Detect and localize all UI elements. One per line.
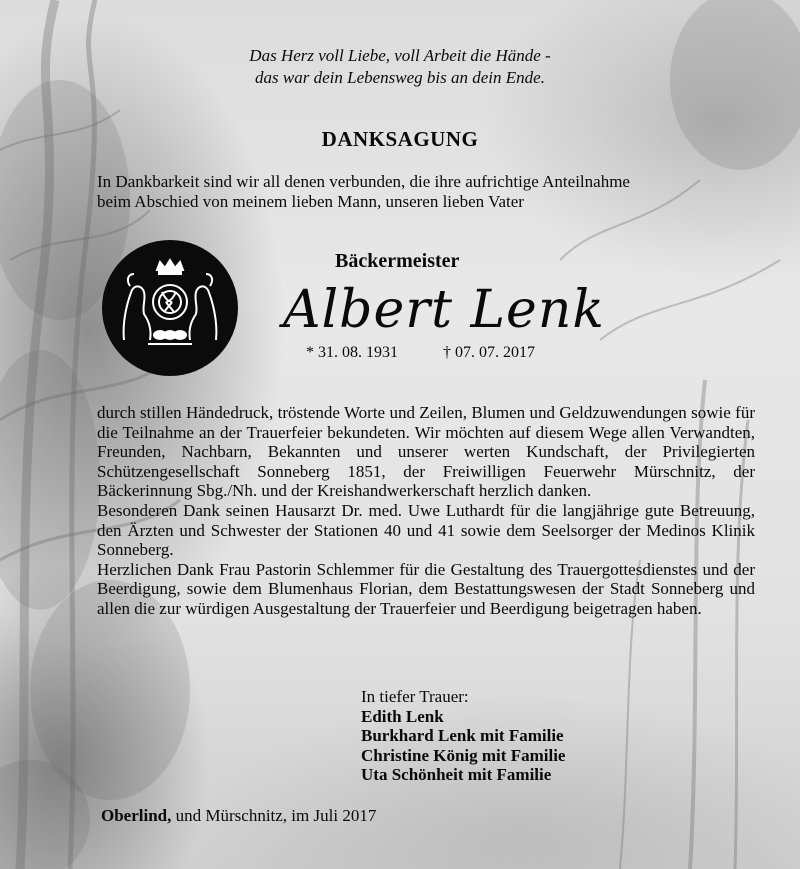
birth-date: * 31. 08. 1931 — [306, 344, 398, 361]
mourner-name: Edith Lenk — [361, 706, 444, 726]
thanks-paragraph-1: durch stillen Händedruck, tröstende Worte und Zeilen, Blumen und Geldzuwendungen sowie für die Teilnahme an der Trauerfeier bekundeten. Wir möchten auf diesem Wege allen Verwandten, Freunden, Nachbarn, Bekannten und unserer werten Kundschaft, der Privilegierten Schützengesellschaft Sonneberg 1851, der Freiwilligen Feuerwehr Mürschnitz, der Bäckerinnung Sbg./Nh. und der Kreishandwerkerschaft herzlich danken. — [97, 403, 755, 501]
deceased-profession: Bäckermeister — [335, 250, 460, 272]
deceased-name: Albert Lenk — [283, 280, 605, 340]
motto-line-2: das war dein Lebensweg bis an dein Ende. — [255, 68, 545, 87]
place-town: Oberlind, — [101, 806, 172, 825]
mourners-block — [361, 687, 565, 785]
mourner-name: Christine König mit Familie — [361, 745, 566, 765]
place-date-line — [101, 806, 376, 826]
mourners-lead: In tiefer Trauer: — [361, 687, 469, 706]
mourner-name: Burkhard Lenk mit Familie — [361, 726, 564, 745]
thanks-body — [97, 403, 755, 619]
intro-line-2: beim Abschied von meinem lieben Mann, unseren lieben Vater — [97, 192, 524, 211]
thanks-paragraph-2: Besonderen Dank seinen Hausarzt Dr. med. Uwe Luthardt für die langjährige gute Betreuung, den Ärzten und Schwester der Stationen 40 und 41 sowie dem Seelsorger der Medinos Klinik Sonneberg. — [97, 500, 755, 560]
place-rest: und Mürschnitz, im Juli 2017 — [175, 806, 377, 825]
intro-line-1: In Dankbarkeit sind wir all denen verbunden, die ihre aufrichtige Anteilnahme — [97, 172, 630, 191]
death-date: † 07. 07. 2017 — [443, 344, 535, 361]
bakers-guild-emblem-icon — [102, 240, 238, 376]
motto-line-1: Das Herz voll Liebe, voll Arbeit die Hände - — [249, 46, 551, 65]
notice-heading: DANKSAGUNG — [321, 127, 479, 151]
mourner-name: Uta Schönheit mit Familie — [361, 765, 552, 784]
thanks-paragraph-3: Herzlichen Dank Frau Pastorin Schlemmer für die Gestaltung des Trauergottesdienstes und der Beerdigung, sowie dem Blumenhaus Florian, dem Bestattungswesen der Stadt Sonneberg und allen die zur würdigen Ausgestaltung der Trauerfeier und Beerdigung beigetragen haben. — [97, 559, 755, 618]
